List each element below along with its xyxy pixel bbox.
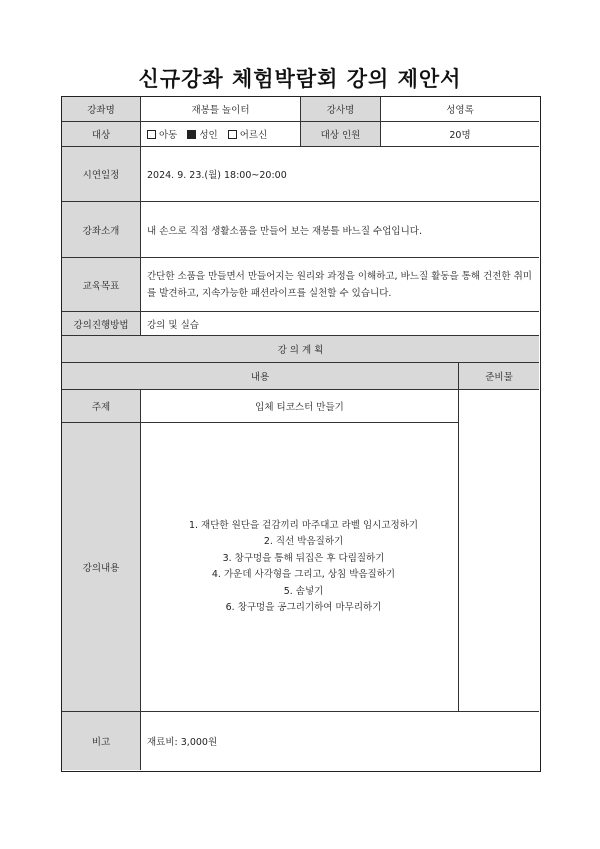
method-value: 강의 및 실습 (141, 312, 539, 336)
intro-value: 내 손으로 직접 생활소품을 만들어 보는 재봉틀 바느질 수업입니다. (141, 202, 539, 258)
list-item: 1. 재단한 원단을 겉감끼리 마주대고 라벨 임시고정하기 (188, 519, 419, 531)
goal-value: 간단한 소품을 만들면서 만들어지는 원리와 과정을 이해하고, 바느질 활동을 통해 건전한 취미를 발견하고, 지속가능한 패션라이프를 실천할 수 있습니다. (141, 258, 539, 312)
target-option-adult[interactable]: 성인 (187, 127, 217, 141)
topic-label: 주제 (62, 390, 141, 423)
target-option-senior[interactable]: 어르신 (228, 127, 268, 141)
method-label: 강의진행방법 (62, 312, 141, 336)
plan-header: 강 의 계 획 (62, 336, 539, 363)
page-title: 신규강좌 체험박람회 강의 제안서 (138, 67, 462, 91)
list-item: 6. 창구멍을 공그리기하여 마무리하기 (225, 602, 382, 613)
checkbox-empty-icon (147, 130, 156, 139)
list-item: 5. 솜넣기 (283, 585, 324, 597)
proposal-table (61, 96, 541, 772)
note-label: 비고 (62, 712, 141, 770)
note-value: 재료비: 3,000원 (141, 712, 539, 770)
goal-label: 교육목표 (62, 258, 141, 312)
intro-label: 강좌소개 (62, 202, 141, 258)
target-option-child[interactable]: 아동 (147, 127, 177, 141)
list-item: 2. 직선 박음질하기 (263, 536, 344, 547)
list-item: 3. 창구멍을 통해 뒤집은 후 다림질하기 (222, 552, 385, 564)
capacity-value: 20명 (381, 122, 539, 147)
schedule-label: 시연일정 (62, 147, 141, 202)
target-label: 대상 (62, 122, 141, 147)
materials-header: 준비물 (459, 363, 539, 390)
instructor-label: 강사명 (301, 97, 381, 122)
checkbox-filled-icon (187, 130, 196, 139)
lecture-label: 강의내용 (62, 423, 141, 712)
checkbox-empty-icon (228, 130, 237, 139)
topic-value: 입체 티코스터 만들기 (141, 390, 459, 423)
instructor-value: 성영록 (381, 97, 539, 122)
content-header: 내용 (62, 363, 459, 390)
lecture-steps (141, 423, 459, 712)
capacity-label: 대상 인원 (301, 122, 381, 147)
course-name-value: 재봉틀 놀이터 (141, 97, 301, 122)
course-name-label: 강좌명 (62, 97, 141, 122)
schedule-value: 2024. 9. 23.(월) 18:00~20:00 (141, 147, 539, 202)
materials-value (459, 390, 539, 712)
target-options (141, 122, 301, 147)
list-item: 4. 가운데 사각형을 그리고, 상침 박음질하기 (211, 569, 396, 580)
